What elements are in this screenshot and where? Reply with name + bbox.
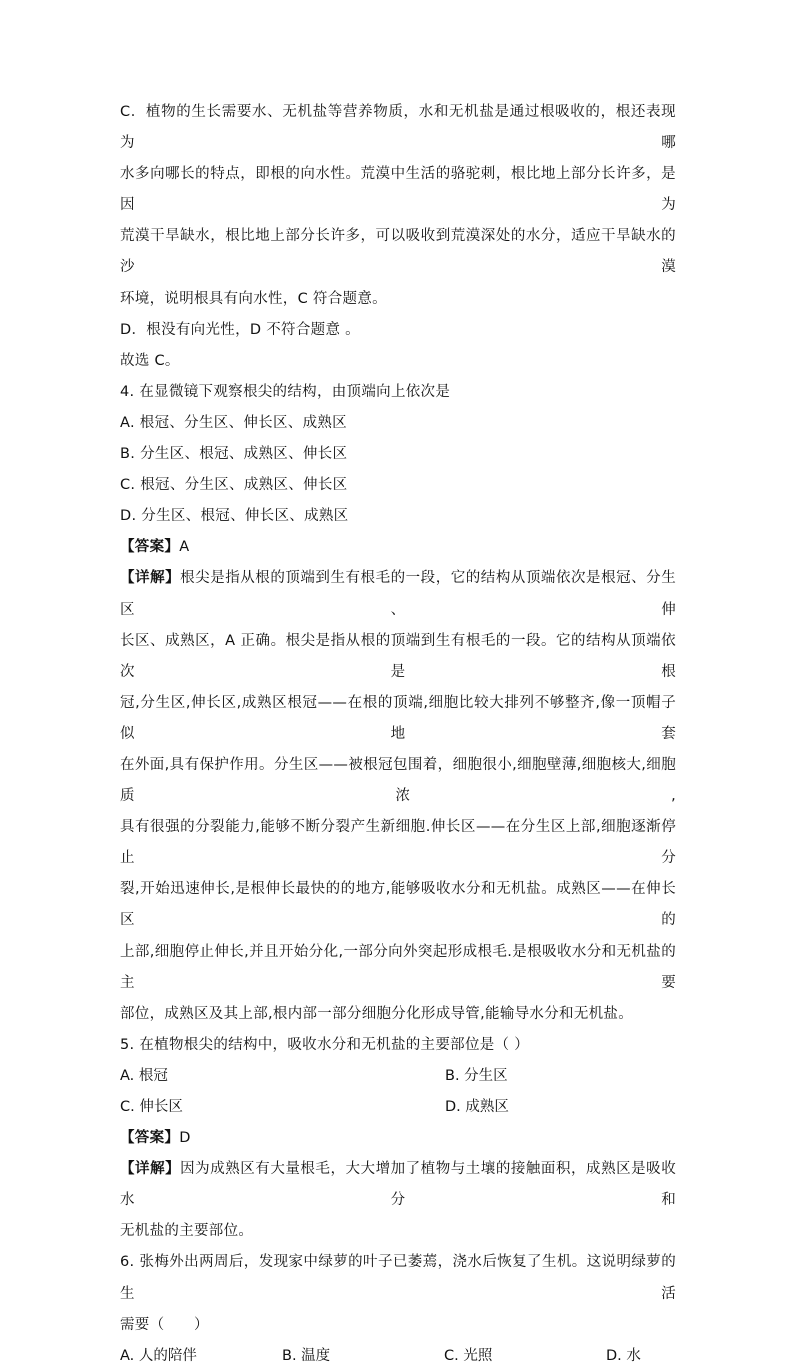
answer-tag: 【答案】 — [120, 1130, 180, 1147]
options-row — [120, 1061, 676, 1092]
option-d: D. 成熟区 — [445, 1099, 509, 1115]
options-row — [120, 1341, 676, 1372]
question-5 — [120, 1030, 676, 1248]
detail-line: 冠,分生区,伸长区,成熟区根冠——在根的顶端,细胞比较大排列不够整齐,像一顶帽子似地套 — [120, 694, 676, 742]
detail-tag: 【详解】 — [120, 1161, 181, 1178]
question-stem: 4. 在显微镜下观察根尖的结构，由顶端向上依次是 — [120, 383, 451, 400]
question-stem: 5. 在植物根尖的结构中，吸收水分和无机盐的主要部位是（ ） — [120, 1036, 530, 1053]
detail-line: 具有很强的分裂能力,能够不断分裂产生新细胞.伸长区——在分生区上部,细胞逐渐停止分 — [120, 819, 676, 867]
detail-line — [120, 1154, 676, 1216]
answer-line — [120, 532, 676, 563]
options-row — [120, 1092, 676, 1123]
answer-value: D — [179, 1130, 191, 1147]
detail-line — [120, 563, 676, 625]
detail-tag: 【详解】 — [120, 570, 181, 587]
question-stem: 需要（ ） — [120, 1316, 209, 1333]
option-b: B. 分生区、根冠、成熟区、伸长区 — [120, 446, 348, 463]
option-a: A. 人的陪伴 — [120, 1347, 197, 1364]
detail-line: 部位，成熟区及其上部,根内部一部分细胞分化形成导管,能输导水分和无机盐。 — [120, 1005, 634, 1022]
detail-line: 上部,细胞停止伸长,并且开始分化,一部分向外突起形成根毛.是根吸收水分和无机盐的主要 — [120, 943, 676, 991]
option-d: D. 分生区、根冠、伸长区、成熟区 — [120, 508, 349, 525]
explanation-option-d: D．根没有向光性，D 不符合题意 。 — [120, 321, 360, 338]
option-c: C. 根冠、分生区、成熟区、伸长区 — [120, 477, 348, 494]
option-a: A. 根冠、分生区、伸长区、成熟区 — [120, 414, 347, 431]
option-b: B. 温度 — [282, 1347, 331, 1364]
explanation-line: 荒漠干旱缺水，根比地上部分长许多，可以吸收到荒漠深处的水分，适应干旱缺水的沙漠 — [120, 228, 676, 276]
explanation-line: C．植物的生长需要水、无机盐等营养物质，水和无机盐是通过根吸收的，根还表现为哪 — [120, 104, 676, 152]
question-6 — [120, 1247, 676, 1371]
option-d: D. 水 — [606, 1347, 641, 1364]
question-4 — [120, 377, 676, 1030]
question-stem: 6. 张梅外出两周后，发现家中绿萝的叶子已萎蔫，浇水后恢复了生机。这说明绿萝的生活 — [120, 1254, 676, 1302]
previous-question-explanation — [120, 97, 676, 377]
explanation-line: 环境，说明根具有向水性，C 符合题意。 — [120, 290, 387, 307]
detail-line: 无机盐的主要部位。 — [120, 1223, 254, 1240]
answer-value: A — [179, 539, 190, 556]
option-a: A. 根冠 — [120, 1067, 168, 1084]
explanation-line: 水多向哪长的特点，即根的向水性。荒漠中生活的骆驼刺，根比地上部分长许多，是因为 — [120, 166, 676, 214]
explanation-conclusion: 故选 C。 — [120, 352, 180, 369]
detail-text: 因为成熟区有大量根毛，大大增加了植物与土壤的接触面积，成熟区是吸收水分和 — [120, 1161, 676, 1209]
answer-tag: 【答案】 — [120, 539, 180, 556]
option-c: C. 光照 — [444, 1347, 493, 1364]
answer-line — [120, 1123, 676, 1154]
detail-text: 根尖是指从根的顶端到生有根毛的一段，它的结构从顶端依次是根冠、分生区、伸 — [120, 570, 676, 618]
document-page — [120, 97, 676, 1372]
detail-line: 在外面,具有保护作用。分生区——被根冠包围着，细胞很小,细胞壁薄,细胞核大,细胞质浓, — [120, 756, 676, 805]
option-c: C. 伸长区 — [120, 1099, 183, 1115]
detail-line: 长区、成熟区，A 正确。根尖是指从根的顶端到生有根毛的一段。它的结构从顶端依次是根 — [120, 632, 676, 680]
detail-line: 裂,开始迅速伸长,是根伸长最快的的地方,能够吸收水分和无机盐。成熟区——在伸长区的 — [120, 881, 676, 929]
option-b: B. 分生区 — [445, 1067, 508, 1084]
